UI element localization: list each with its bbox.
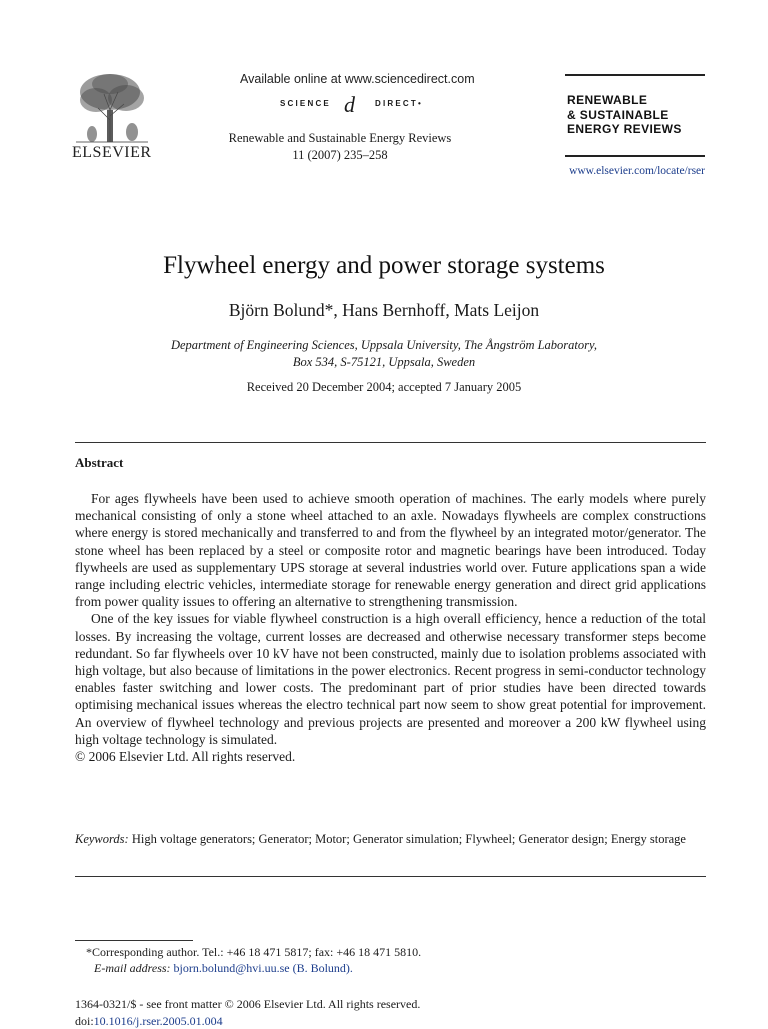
abstract-heading: Abstract	[75, 455, 124, 470]
brand-top-rule	[565, 74, 705, 76]
abstract-copyright: © 2006 Elsevier Ltd. All rights reserved.	[75, 749, 296, 765]
brand-line-2: & SUSTAINABLE	[567, 107, 669, 122]
affiliation-line-2: Box 534, S-75121, Uppsala, Sweden	[292, 355, 476, 369]
keywords	[75, 831, 706, 847]
journal-site-link[interactable]: www.elsevier.com/locate/rser	[569, 165, 705, 177]
abstract-body	[75, 490, 706, 765]
abstract-paragraph-1: For ages flywheels have been used to achieve smooth operation of machines. The early models where purely mechanical consisting of only a stone wheel attached to an axle. Nowadays flywheels are complex constructions where energy is stored mechanically and transferred to and from the flywheel by an integrated motor/generator. The stone wheel has been replaced by a steel or composite rotor and magnetic bearings have been introduced. Today flywheels are used as supplementary UPS storage at several industries world over. Future applications span a wide range including electric vehicles, intermediate storage for renewable energy generation and direct grid applications from power quality issues to offering an alternative to strengthening transmission.	[75, 491, 706, 610]
article-title: Flywheel energy and power storage systems	[163, 252, 605, 279]
journal-citation	[200, 130, 480, 164]
author-email-link[interactable]: bjorn.bolund@hvi.uu.se (B. Bolund).	[173, 961, 353, 975]
doi-link[interactable]: 10.1016/j.rser.2005.01.004	[93, 1014, 223, 1028]
brand-line-3: ENERGY REVIEWS	[567, 122, 682, 136]
corresponding-author-note: *Corresponding author. Tel.: +46 18 471 5817; fax: +46 18 471 5810.	[86, 945, 422, 959]
affiliation-line-1: Department of Engineering Sciences, Uppsala University, The Ångström Laboratory,	[170, 338, 597, 352]
keywords-label: Keywords:	[75, 832, 129, 846]
journal-name: Renewable and Sustainable Energy Reviews	[228, 131, 452, 145]
doi-line	[75, 1014, 223, 1029]
journal-brand	[567, 93, 682, 137]
sciencedirect-logo	[280, 92, 440, 118]
elsevier-tree-icon	[70, 70, 154, 144]
publisher-name: ELSEVIER	[72, 144, 152, 161]
journal-issue: 11 (2007) 235–258	[292, 148, 388, 162]
author-affiliation	[140, 337, 628, 371]
article-authors: Björn Bolund*, Hans Bernhoff, Mats Leijon	[228, 300, 540, 320]
brand-bottom-rule	[565, 155, 705, 157]
keywords-text: High voltage generators; Generator; Motor; Generator simulation; Flywheel; Generator design; Energy storage	[131, 832, 686, 846]
received-dates: Received 20 December 2004; accepted 7 January 2005	[246, 380, 522, 394]
divider-top	[75, 442, 706, 443]
sciencedirect-right: DIRECT•	[375, 99, 423, 108]
sciencedirect-mark-icon: d	[344, 92, 355, 117]
email-label: E-mail address:	[94, 961, 171, 975]
issn-line: 1364-0321/$ - see front matter © 2006 Elsevier Ltd. All rights reserved.	[75, 997, 421, 1011]
sciencedirect-left: SCIENCE	[280, 99, 331, 108]
brand-line-1: RENEWABLE	[567, 93, 648, 107]
abstract-paragraph-2: One of the key issues for viable flywheel construction is a high overall efficiency, hence a reduction of the total losses. By increasing the voltage, current losses are decreased and otherwise necessary transformer steps become redundant. So far flywheels over 10 kV have not been constructed, mainly due to isolation problems associated with high voltage, but also because of limitations in the power electronics. Recent progress in semi-conductor technology enables faster switching and lower costs. The predominant part of prior studies have been directed towards optimising mechanical issues whereas the electro technical part now seem to show great potential for improvement. An overview of flywheel technology and previous projects are presented and moreover a 200 kW flywheel using high voltage technology is simulated.	[75, 611, 706, 747]
doi-prefix: doi:	[75, 1014, 94, 1028]
email-line	[86, 960, 421, 976]
divider-bottom	[75, 876, 706, 877]
footnote-rule	[75, 940, 193, 941]
available-online-text[interactable]: Available online at www.sciencedirect.com	[240, 72, 475, 86]
footnote	[86, 944, 421, 976]
